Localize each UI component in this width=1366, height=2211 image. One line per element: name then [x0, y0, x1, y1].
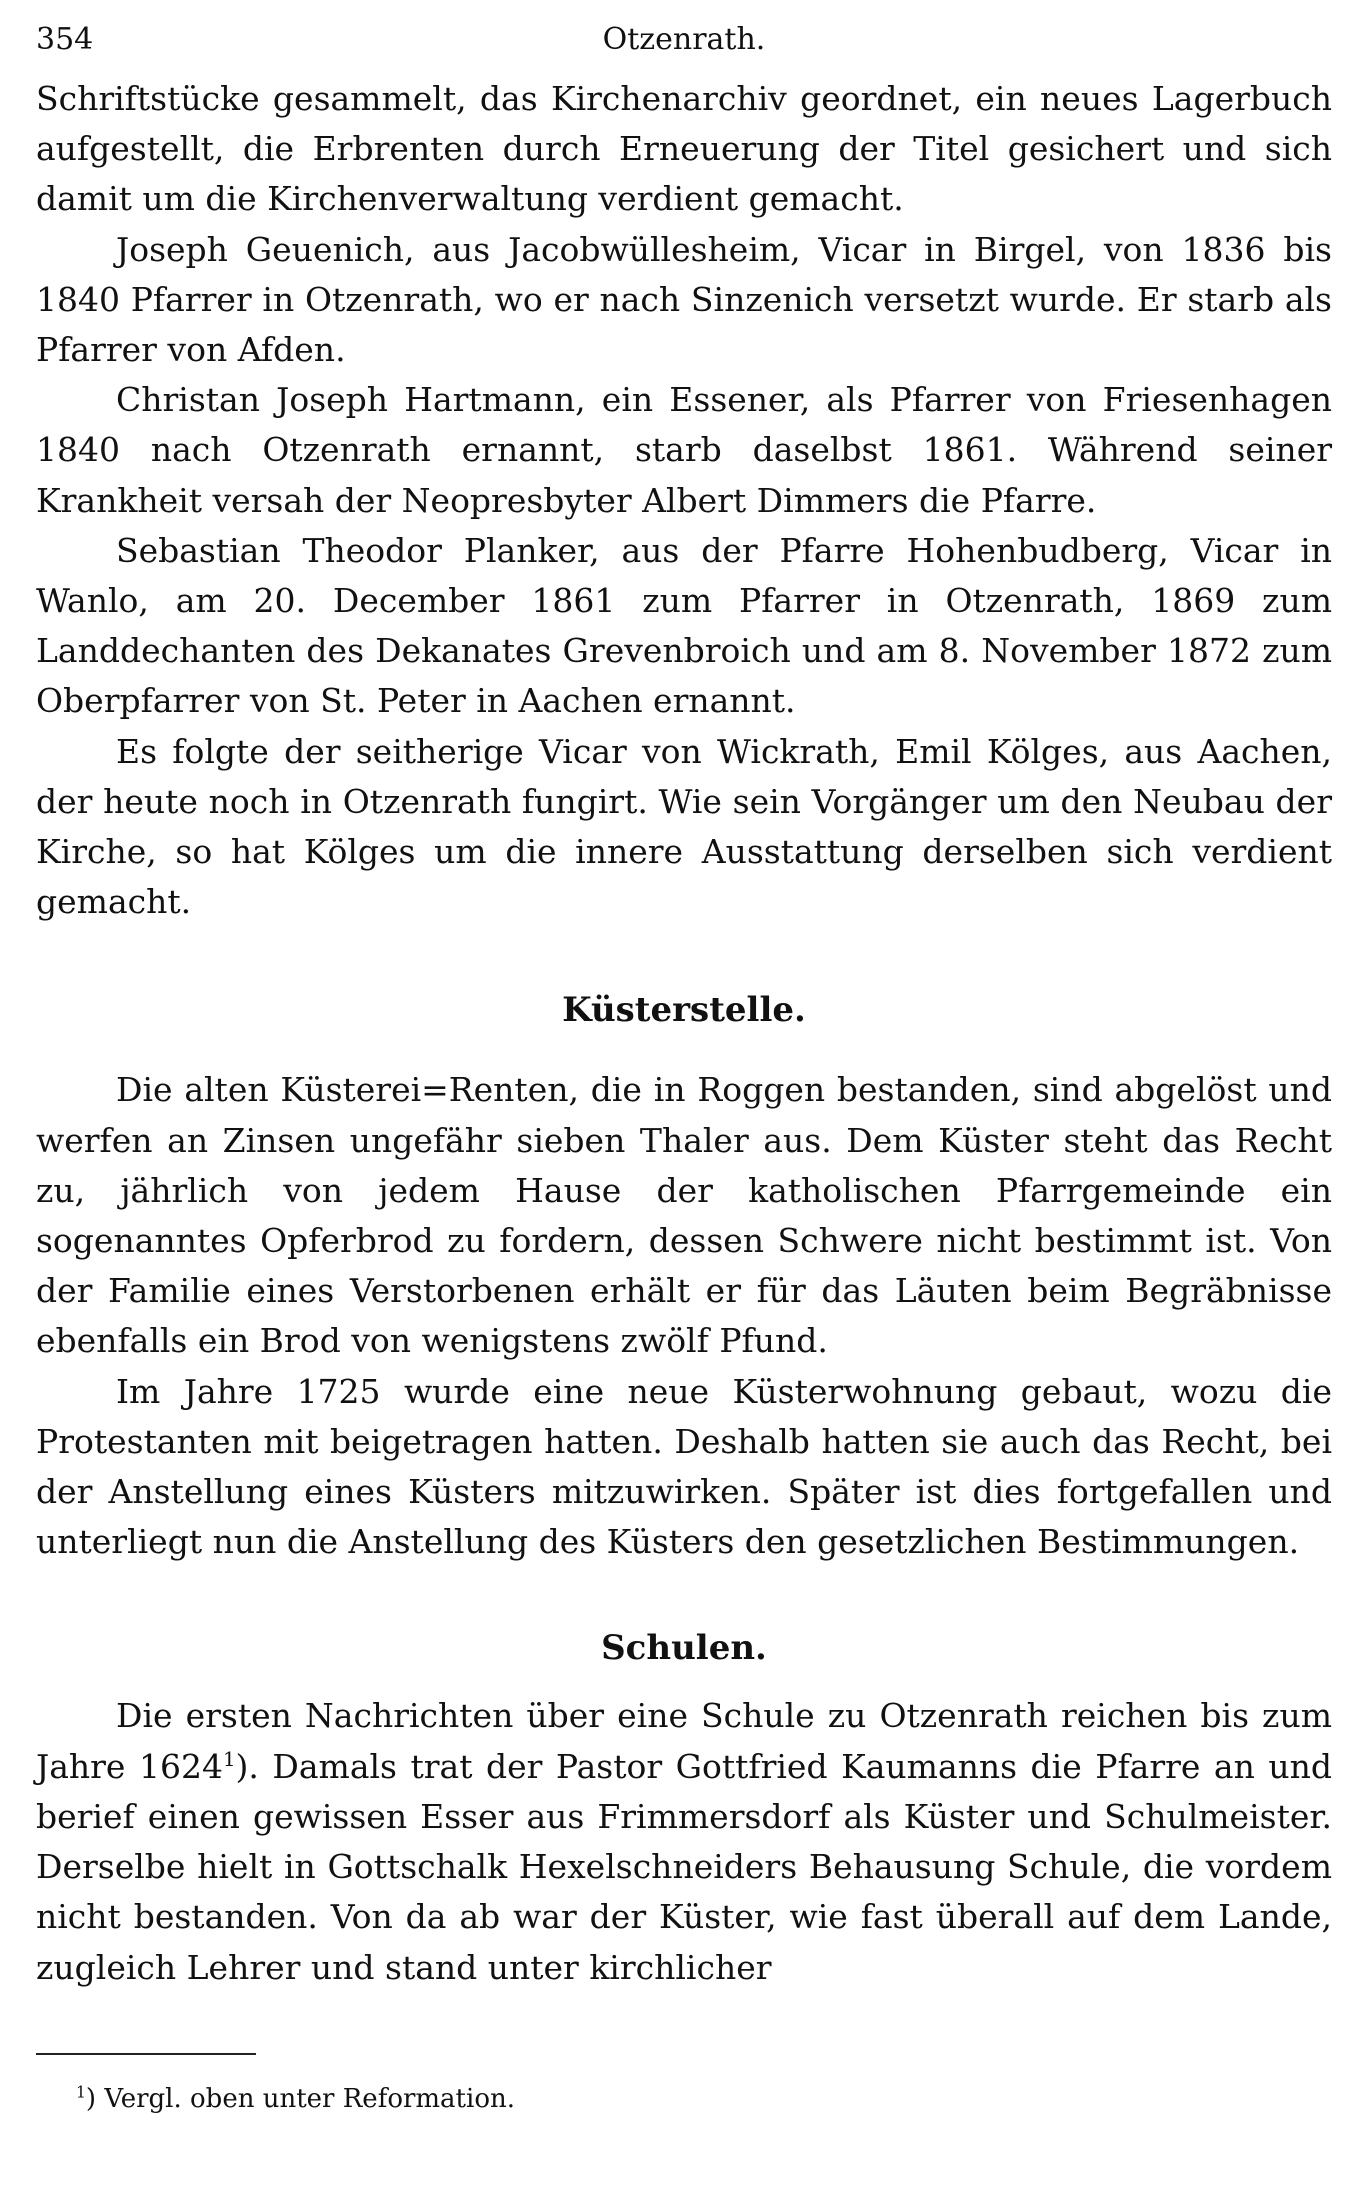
page-number: 354 [36, 22, 94, 57]
paragraph: Schriftstücke gesammelt, das Kirchenarchiv geordnet, ein neues Lagerbuch aufgestellt, die Erbrenten durch Erneuerung der Titel gesichert und sich damit um die Kirchenverwaltung verdient gemacht. [36, 79, 1332, 219]
footnote-text: ) Vergl. oben unter Reformation. [85, 2083, 515, 2114]
paragraph [36, 1691, 1332, 1992]
book-page [36, 18, 1332, 2119]
footnote-divider [36, 2053, 256, 2055]
footnote-reference[interactable]: 1 [222, 1747, 236, 1771]
footnote [36, 2079, 1332, 2119]
paragraph: Die alten Küsterei=Renten, die in Roggen bestanden, sind abgelöst und werfen an Zinsen ungefähr sieben Thaler aus. Dem Küster steht das Recht zu, jährlich von jedem Hause der katholischen Pfarrgemeinde ein sogenanntes Opferbrod zu fordern, dessen Schwere nicht bestimmt ist. Von der Familie eines Verstorbenen erhält er für das Läuten beim Begräbnisse ebenfalls ein Brod von wenigstens zwölf Pfund. [36, 1070, 1332, 1361]
section-heading-kuesterstelle: Küsterstelle. [562, 990, 806, 1031]
main-text [36, 74, 1332, 1993]
paragraph: Christan Joseph Hartmann, ein Essener, als Pfarrer von Friesenhagen 1840 nach Otzenrath ernannt, starb daselbst 1861. Während seiner Krankheit versah der Neopresbyter Albert Dimmers die Pfarre. [36, 380, 1332, 520]
page-header [36, 18, 1332, 62]
paragraph-start: Die ersten Nachrichten über eine Schule zu Otzenrath reichen bis zum Jahre 1624 [36, 1696, 1332, 1786]
paragraph: Im Jahre 1725 wurde eine neue Küsterwohnung gebaut, wozu die Protestanten mit beigetragen hatten. Deshalb hatten sie auch das Recht, bei der Anstellung eines Küsters mitzuwirken. Später ist dies fortgefallen und unterliegt nun die Anstellung des Küsters den gesetzlichen Bestimmungen. [36, 1371, 1332, 1562]
footnote-marker: 1 [76, 2083, 86, 2102]
section-heading-schulen: Schulen. [601, 1628, 767, 1669]
paragraph: Es folgte der seitherige Vicar von Wickrath, Emil Kölges, aus Aachen, der heute noch in Otzenrath fungirt. Wie sein Vorgänger um den Neubau der Kirche, so hat Kölges um die innere Ausstattung derselben sich verdient gemacht. [36, 731, 1332, 922]
running-title: Otzenrath. [602, 22, 766, 57]
paragraph-rest: ). Damals trat der Pastor Gottfried Kaumanns die Pfarre an und berief einen gewissen Esser aus Frimmersdorf als Küster und Schulmeister. Derselbe hielt in Gottschalk Hexelschneiders Behausung Schule, die vordem nicht bestanden. Von da ab war der Küster, wie fast überall auf dem Lande, zugleich Lehrer und stand unter kirchlicher [36, 1746, 1332, 1987]
paragraph: Sebastian Theodor Planker, aus der Pfarre Hohenbudberg, Vicar in Wanlo, am 20. December 1861 zum Pfarrer in Otzenrath, 1869 zum Landdechanten des Dekanates Grevenbroich und am 8. November 1872 zum Oberpfarrer von St. Peter in Aachen ernannt. [36, 530, 1332, 721]
paragraph: Joseph Geuenich, aus Jacobwüllesheim, Vicar in Birgel, von 1836 bis 1840 Pfarrer in Otzenrath, wo er nach Sinzenich versetzt wurde. Er starb als Pfarrer von Afden. [36, 229, 1332, 370]
